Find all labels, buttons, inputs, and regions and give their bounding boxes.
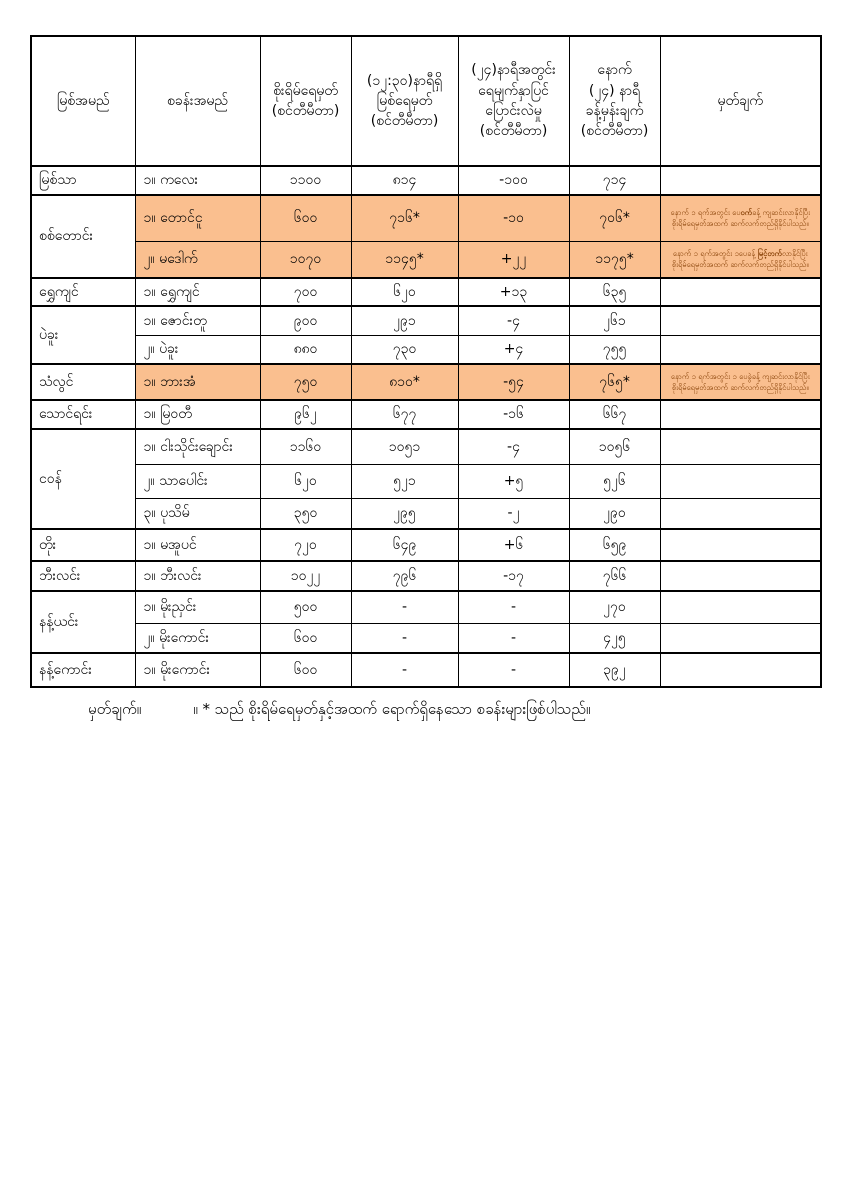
table-row xyxy=(31,306,821,335)
danger-level-cell: ၅၀၀ xyxy=(260,591,351,623)
water-level-cell: ၁၀၅၁ xyxy=(351,429,458,464)
remark-cell xyxy=(660,429,821,464)
remark-text: နောက် ၁ ရက်အတွင်း ၁ပေခန့် xyxy=(672,249,758,258)
danger-level-cell: ၆၀၀ xyxy=(260,195,351,241)
table-row xyxy=(31,335,821,364)
table-row xyxy=(31,278,821,306)
column-header-river xyxy=(31,36,135,166)
change-cell: -၁၇ xyxy=(458,561,569,591)
river-name-cell: စစ်တောင်း xyxy=(31,195,135,278)
table-body xyxy=(31,166,821,687)
forecast-cell: ၇၆၅* xyxy=(569,364,660,400)
remark-cell xyxy=(660,306,821,335)
river-name-cell: ဘီးလင်း xyxy=(31,561,135,591)
forecast-cell: ၆၆၇ xyxy=(569,400,660,429)
danger-level-cell: ၆၀၀ xyxy=(260,623,351,653)
change-cell: - xyxy=(458,653,569,687)
table-row xyxy=(31,364,821,400)
remark-text: နောက် ၁ ရက်အတွင်း ပေ xyxy=(670,208,741,217)
river-name-cell: သံလွင် xyxy=(31,364,135,400)
header-line: စိုးရိမ်ရေမှတ် xyxy=(273,82,338,99)
remark-cell xyxy=(660,561,821,591)
remark-bold-text: မြင့်တက် xyxy=(757,249,782,258)
header-line: မြစ်အမည် xyxy=(56,92,110,109)
danger-level-cell: ၇၅၀ xyxy=(260,364,351,400)
forecast-cell: ၁၁၇၅* xyxy=(569,241,660,278)
water-level-cell: ၆၄၉ xyxy=(351,529,458,561)
forecast-cell: ၆၅၉ xyxy=(569,529,660,561)
station-name-cell: ၁။ တောင်ငူ xyxy=(135,195,260,241)
remark-cell xyxy=(660,623,821,653)
remark-cell xyxy=(660,498,821,529)
column-header-change-24hr xyxy=(458,36,569,166)
station-name-cell: ၂။ မဒေါက် xyxy=(135,241,260,278)
footnote xyxy=(88,700,590,722)
remark-bold-text: ဝက် xyxy=(740,208,753,217)
station-name-cell: ၁။ မြဝတီ xyxy=(135,400,260,429)
river-name-cell: မြစ်သာ xyxy=(31,166,135,195)
header-line: မြစ်ရေမှတ် xyxy=(376,92,433,109)
table-row xyxy=(31,529,821,561)
table-row xyxy=(31,400,821,429)
water-level-cell: ၈၁၀* xyxy=(351,364,458,400)
remark-cell xyxy=(660,278,821,306)
danger-level-cell: ၃၅၀ xyxy=(260,498,351,529)
change-cell: -၁၀၀ xyxy=(458,166,569,195)
remark-cell xyxy=(660,335,821,364)
remark-text: နောက် ၁ ရက်အတွင်း ၁ ပေခွဲခန့် ကျဆင်းလာနိုင်ပြီး စိုးရိမ်ရေမှတ်အထက် ဆက်လက်တည်ရှိနိုင်ပါသည်။ xyxy=(670,371,810,392)
header-line: (စင်တီမီတာ) xyxy=(370,113,439,130)
remark-text: ခန့် ကျဆင်းလာနိုင်ပြီး စိုးရိမ်ရေမှတ်အထက် ဆက်လက်တည်ရှိနိုင်ပါသည်။ xyxy=(671,208,810,229)
change-cell: - xyxy=(458,623,569,653)
header-line: (စင်တီမီတာ) xyxy=(580,123,649,140)
column-header-remark xyxy=(660,36,821,166)
danger-level-cell: ၆၀၀ xyxy=(260,653,351,687)
station-name-cell: ၁။ ဘီးလင်း xyxy=(135,561,260,591)
water-level-cell: - xyxy=(351,653,458,687)
table-row xyxy=(31,429,821,464)
change-cell: +၄ xyxy=(458,335,569,364)
table-row xyxy=(31,195,821,241)
river-name-cell: ရွှေကျင် xyxy=(31,278,135,306)
station-name-cell: ၂။ ပဲခူး xyxy=(135,335,260,364)
table-row xyxy=(31,241,821,278)
water-level-cell: ၂၉၅ xyxy=(351,498,458,529)
danger-level-cell: ၉၀၀ xyxy=(260,306,351,335)
station-name-cell: ၁။ မိုးညှင်း xyxy=(135,591,260,623)
forecast-cell: ၄၂၅ xyxy=(569,623,660,653)
danger-level-cell: ၈၈၀ xyxy=(260,335,351,364)
remark-cell xyxy=(660,364,821,400)
header-line: မှတ်ချက် xyxy=(717,92,763,109)
remark-cell xyxy=(660,591,821,623)
forecast-cell: ၆၃၅ xyxy=(569,278,660,306)
header-line: (၁၂:၃၀)နာရီရှိ xyxy=(366,72,443,89)
forecast-cell: ၃၉၂ xyxy=(569,653,660,687)
header-line: ရေမျက်နှာပြင် xyxy=(478,82,549,99)
forecast-cell: ၅၂၆ xyxy=(569,464,660,498)
station-name-cell: ၃။ ပုသိမ် xyxy=(135,498,260,529)
change-cell: -၁၆ xyxy=(458,400,569,429)
forecast-cell: ၂၉၀ xyxy=(569,498,660,529)
river-name-cell: တိုး xyxy=(31,529,135,561)
change-cell: -၄ xyxy=(458,429,569,464)
forecast-cell: ၇၀၆* xyxy=(569,195,660,241)
water-level-cell: - xyxy=(351,591,458,623)
station-name-cell: ၂။ သာပေါင်း xyxy=(135,464,260,498)
header-line: (စင်တီမီတာ) xyxy=(479,123,548,140)
change-cell: +၅ xyxy=(458,464,569,498)
table-row xyxy=(31,464,821,498)
danger-level-cell: ၉၆၂ xyxy=(260,400,351,429)
danger-level-cell: ၁၀၇၀ xyxy=(260,241,351,278)
change-cell: -၂ xyxy=(458,498,569,529)
change-cell: +၂၂ xyxy=(458,241,569,278)
water-level-cell: ၅၂၁ xyxy=(351,464,458,498)
water-level-cell: ၈၁၄ xyxy=(351,166,458,195)
station-name-cell: ၂။ မိုးကောင်း xyxy=(135,623,260,653)
table-header xyxy=(31,36,821,166)
forecast-cell: ၂၇၀ xyxy=(569,591,660,623)
remark-cell xyxy=(660,529,821,561)
river-name-cell: နန့်ကောင်း xyxy=(31,653,135,687)
forecast-cell: ၇၆၆ xyxy=(569,561,660,591)
column-header-water-level-1230 xyxy=(351,36,458,166)
remark-cell xyxy=(660,195,821,241)
danger-level-cell: ၁၀၂၂ xyxy=(260,561,351,591)
river-name-cell: သောင်ရင်း xyxy=(31,400,135,429)
remark-cell xyxy=(660,241,821,278)
station-name-cell: ၁။ ကလေး xyxy=(135,166,260,195)
station-name-cell: ၁။ မအူပင် xyxy=(135,529,260,561)
column-header-forecast-24hr xyxy=(569,36,660,166)
remark-text: လာနိုင်ပြီး စိုးရိမ်ရေမှတ်အထက် ဆက်လက်တည်ရှိနိုင်ပါသည်။ xyxy=(671,249,809,270)
danger-level-cell: ၁၁၆၀ xyxy=(260,429,351,464)
table-row xyxy=(31,561,821,591)
station-name-cell: ၁။ ဘားအံ xyxy=(135,364,260,400)
water-level-cell: - xyxy=(351,623,458,653)
change-cell: -၅၄ xyxy=(458,364,569,400)
table-row xyxy=(31,591,821,623)
danger-level-cell: ၇၀၀ xyxy=(260,278,351,306)
forecast-cell: ၁၀၅၆ xyxy=(569,429,660,464)
table-row xyxy=(31,623,821,653)
column-header-danger-level xyxy=(260,36,351,166)
table-row xyxy=(31,653,821,687)
change-cell: -၄ xyxy=(458,306,569,335)
danger-level-cell: ၁၁၀၀ xyxy=(260,166,351,195)
remark-cell xyxy=(660,653,821,687)
forecast-cell: ၇၁၄ xyxy=(569,166,660,195)
water-level-cell: ၆၇၇ xyxy=(351,400,458,429)
column-header-station xyxy=(135,36,260,166)
change-cell: - xyxy=(458,591,569,623)
table-row xyxy=(31,166,821,195)
station-name-cell: ၁။ ဇောင်းတူ xyxy=(135,306,260,335)
forecast-cell: ၂၆၁ xyxy=(569,306,660,335)
footnote-label: မှတ်ချက်။ xyxy=(88,700,142,718)
remark-cell xyxy=(660,464,821,498)
river-name-cell: ငဝန် xyxy=(31,429,135,529)
table-row xyxy=(31,498,821,529)
water-level-cell: ၇၃၀ xyxy=(351,335,458,364)
station-name-cell: ၁။ ငါးသိုင်းချောင်း xyxy=(135,429,260,464)
danger-level-cell: ၇၂၀ xyxy=(260,529,351,561)
station-name-cell: ၁။ ရွှေကျင် xyxy=(135,278,260,306)
header-line: ခန့်မှန်းချက် xyxy=(585,103,644,119)
change-cell: +၁၃ xyxy=(458,278,569,306)
header-line: (၂၄) နာရီ xyxy=(588,82,641,99)
water-level-cell: ၁၁၄၅* xyxy=(351,241,458,278)
water-level-cell: ၆၂၀ xyxy=(351,278,458,306)
river-water-level-table xyxy=(30,35,822,688)
remark-cell xyxy=(660,400,821,429)
water-level-cell: ၂၉၁ xyxy=(351,306,458,335)
header-line: ပြောင်းလဲမှု xyxy=(485,103,542,119)
water-level-cell: ၇၉၆ xyxy=(351,561,458,591)
change-cell: -၁၀ xyxy=(458,195,569,241)
footnote-text: ။ * သည် စိုးရိမ်ရေမှတ်နှင့်အထက် ရောက်ရှိနေသော စခန်းများဖြစ်ပါသည်။ xyxy=(193,700,591,718)
change-cell: +၆ xyxy=(458,529,569,561)
header-line: နောက် xyxy=(597,62,632,79)
river-name-cell: နန့်ယင်း xyxy=(31,591,135,653)
water-level-cell: ၇၁၆* xyxy=(351,195,458,241)
header-line: စခန်းအမည် xyxy=(167,92,228,109)
station-name-cell: ၁။ မိုးကောင်း xyxy=(135,653,260,687)
header-line: (စင်တီမီတာ) xyxy=(271,103,340,119)
header-line: (၂၄)နာရီအတွင်း xyxy=(471,62,556,79)
river-name-cell: ပဲခူး xyxy=(31,306,135,364)
forecast-cell: ၇၅၅ xyxy=(569,335,660,364)
remark-cell xyxy=(660,166,821,195)
danger-level-cell: ၆၂၀ xyxy=(260,464,351,498)
